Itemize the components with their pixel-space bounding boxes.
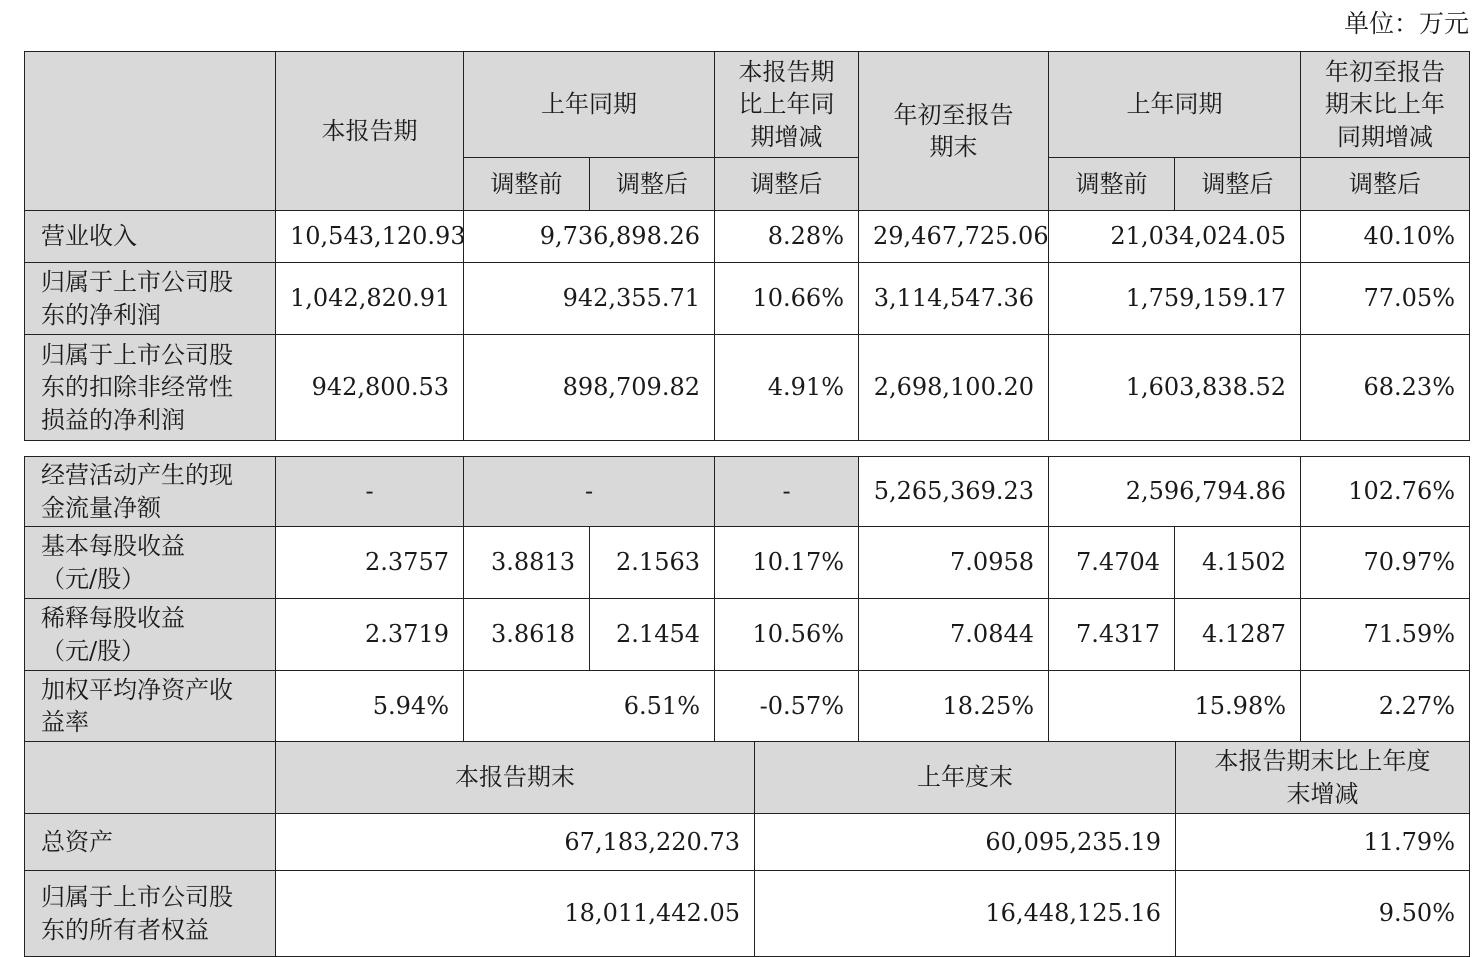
table-row xyxy=(25,527,1470,599)
table-row xyxy=(25,211,1470,263)
table-row xyxy=(25,457,1470,527)
row-label: 归属于上市公司股 东的净利润 xyxy=(25,263,276,335)
row-label: 稀释每股收益 （元/股） xyxy=(25,599,276,671)
header-current-vs-last-year: 本报告期 比上年同 期增减 xyxy=(715,52,859,158)
balance-header-change: 本报告期末比上年度 末增减 xyxy=(1176,742,1470,814)
cell-ytd-before: 7.4317 xyxy=(1049,599,1175,671)
cell-ytd-last-year: 1,759,159.17 xyxy=(1049,263,1301,335)
cell-before: 3.8813 xyxy=(464,527,590,599)
unit-label: 单位：万元 xyxy=(1343,9,1469,38)
header-current-period: 本报告期 xyxy=(276,52,464,211)
cell-change: 4.91% xyxy=(715,335,859,441)
cell-last-year-end: 60,095,235.19 xyxy=(755,814,1176,871)
cell-current: 2.3719 xyxy=(276,599,464,671)
header-change-after-adjustment: 调整后 xyxy=(715,158,859,211)
cell-change: 11.79% xyxy=(1176,814,1470,871)
row-label: 总资产 xyxy=(25,814,276,871)
header-ytd-same-period-last-year: 上年同期 xyxy=(1049,52,1301,158)
table-row xyxy=(25,814,1470,871)
cell-ytd-change: 77.05% xyxy=(1301,263,1470,335)
financial-table-balance xyxy=(24,741,1470,957)
cell-ytd-change: 71.59% xyxy=(1301,599,1470,671)
cell-last-year: 942,355.71 xyxy=(464,263,715,335)
row-label: 营业收入 xyxy=(25,211,276,263)
cell-current: 10,543,120.93 xyxy=(276,211,464,263)
cell-period-end: 18,011,442.05 xyxy=(276,871,755,957)
header-ytd: 年初至报告 期末 xyxy=(859,52,1049,211)
cell-change: -0.57% xyxy=(715,671,859,742)
cell-last-year: 6.51% xyxy=(464,671,715,742)
cell-ytd-last-year: 2,596,794.86 xyxy=(1049,457,1301,527)
cell-ytd-after: 4.1287 xyxy=(1175,599,1301,671)
cell-change: 9.50% xyxy=(1176,871,1470,957)
cell-current: 2.3757 xyxy=(276,527,464,599)
cell-ytd-after: 4.1502 xyxy=(1175,527,1301,599)
cell-ytd-change: 102.76% xyxy=(1301,457,1470,527)
cell-ytd: 3,114,547.36 xyxy=(859,263,1049,335)
cell-change: 10.56% xyxy=(715,599,859,671)
cell-change: - xyxy=(715,457,859,527)
header-ytd-before-adjustment: 调整前 xyxy=(1049,158,1175,211)
cell-ytd-change: 2.27% xyxy=(1301,671,1470,742)
table-row xyxy=(25,871,1470,957)
cell-ytd: 7.0844 xyxy=(859,599,1049,671)
cell-current: - xyxy=(276,457,464,527)
cell-ytd-last-year: 1,603,838.52 xyxy=(1049,335,1301,441)
cell-ytd: 2,698,100.20 xyxy=(859,335,1049,441)
header-before-adjustment: 调整前 xyxy=(464,158,590,211)
cell-current: 5.94% xyxy=(276,671,464,742)
cell-ytd: 7.0958 xyxy=(859,527,1049,599)
balance-header-last-year-end: 上年度末 xyxy=(755,742,1176,814)
cell-last-year: - xyxy=(464,457,715,527)
cell-ytd: 18.25% xyxy=(859,671,1049,742)
header-ytd-vs-last-year: 年初至报告 期末比上年 同期增减 xyxy=(1301,52,1470,158)
cell-last-year-end: 16,448,125.16 xyxy=(755,871,1176,957)
cell-current: 942,800.53 xyxy=(276,335,464,441)
table-row xyxy=(25,599,1470,671)
cell-ytd-last-year: 15.98% xyxy=(1049,671,1301,742)
cell-after: 2.1563 xyxy=(590,527,715,599)
cell-ytd-change: 68.23% xyxy=(1301,335,1470,441)
cell-last-year: 898,709.82 xyxy=(464,335,715,441)
table-row xyxy=(25,671,1470,742)
cell-ytd-change: 40.10% xyxy=(1301,211,1470,263)
balance-header-empty-cell xyxy=(25,742,276,814)
cell-change: 8.28% xyxy=(715,211,859,263)
table-row xyxy=(25,263,1470,335)
cell-ytd-before: 7.4704 xyxy=(1049,527,1175,599)
row-label: 基本每股收益 （元/股） xyxy=(25,527,276,599)
cell-ytd: 29,467,725.06 xyxy=(859,211,1049,263)
cell-before: 3.8618 xyxy=(464,599,590,671)
cell-ytd-change: 70.97% xyxy=(1301,527,1470,599)
header-ytd-after-adjustment: 调整后 xyxy=(1175,158,1301,211)
cell-current: 1,042,820.91 xyxy=(276,263,464,335)
cell-change: 10.17% xyxy=(715,527,859,599)
row-label: 归属于上市公司股 东的扣除非经常性 损益的净利润 xyxy=(25,335,276,441)
financial-table-per-share xyxy=(24,456,1470,742)
balance-header-period-end: 本报告期末 xyxy=(276,742,755,814)
header-empty-cell xyxy=(25,52,276,211)
financial-table-main xyxy=(24,51,1470,441)
cell-last-year: 9,736,898.26 xyxy=(464,211,715,263)
cell-ytd: 5,265,369.23 xyxy=(859,457,1049,527)
table-row xyxy=(25,335,1470,441)
cell-period-end: 67,183,220.73 xyxy=(276,814,755,871)
cell-ytd-last-year: 21,034,024.05 xyxy=(1049,211,1301,263)
row-label: 经营活动产生的现 金流量净额 xyxy=(25,457,276,527)
cell-after: 2.1454 xyxy=(590,599,715,671)
row-label: 加权平均净资产收 益率 xyxy=(25,671,276,742)
row-label: 归属于上市公司股 东的所有者权益 xyxy=(25,871,276,957)
cell-change: 10.66% xyxy=(715,263,859,335)
header-ytd-change-after-adjustment: 调整后 xyxy=(1301,158,1470,211)
header-same-period-last-year: 上年同期 xyxy=(464,52,715,158)
header-after-adjustment: 调整后 xyxy=(590,158,715,211)
